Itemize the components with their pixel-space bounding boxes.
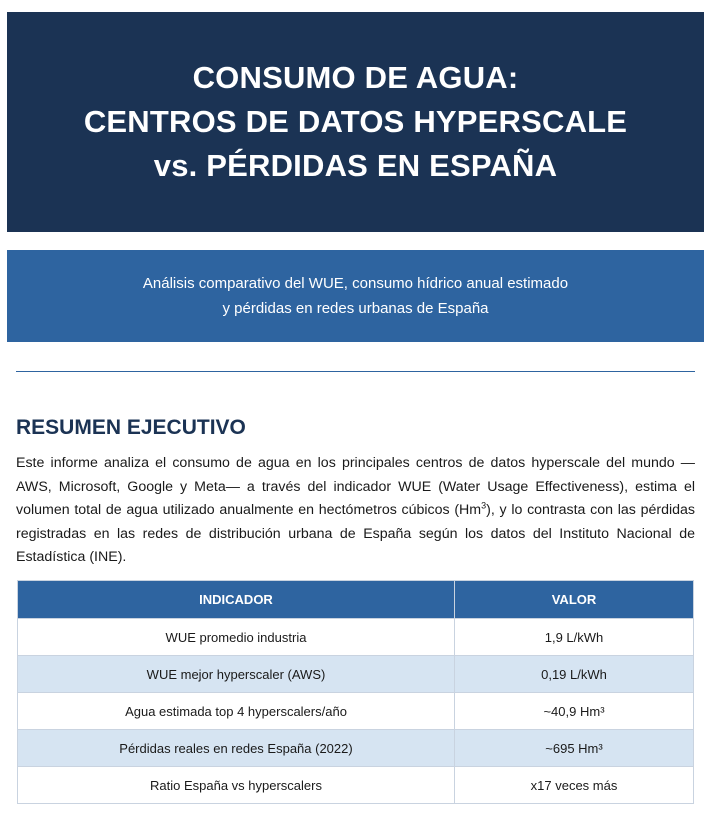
title-line-1: CONSUMO DE AGUA: xyxy=(192,60,519,95)
cell-indicator: Agua estimada top 4 hyperscalers/año xyxy=(18,693,455,730)
cell-value: 1,9 L/kWh xyxy=(455,619,694,656)
subtitle-line-2: y pérdidas en redes urbanas de España xyxy=(222,300,489,317)
summary-paragraph xyxy=(16,452,695,570)
cell-value: ~40,9 Hm³ xyxy=(455,693,694,730)
cell-indicator: Pérdidas reales en redes España (2022) xyxy=(18,730,455,767)
subtitle-line-1: Análisis comparativo del WUE, consumo hídrico anual estimado xyxy=(142,275,569,292)
table-row xyxy=(18,656,694,693)
summary-text-2: ), y lo contrasta con las pérdidas registradas en las redes de distribución urbana de España según los datos del Instituto Nacional de Estadística (INE). xyxy=(16,502,695,565)
table-header-row xyxy=(18,581,694,619)
cell-indicator: WUE promedio industria xyxy=(18,619,455,656)
title-banner xyxy=(7,12,704,232)
subtitle-banner xyxy=(7,250,704,342)
cell-value: 0,19 L/kWh xyxy=(455,656,694,693)
title-line-3: vs. PÉRDIDAS EN ESPAÑA xyxy=(153,148,558,183)
summary-text-1: Este informe analiza el consumo de agua en los principales centros de datos hyperscale del mundo —AWS, Microsoft, Google y Meta— a través del indicador WUE (Water Usage Effectiveness), estima el volumen total de agua utilizado anualmente en hectómetros cúbicos (Hm xyxy=(16,455,695,518)
header-value: VALOR xyxy=(455,581,694,619)
cell-value: x17 veces más xyxy=(455,767,694,804)
header-indicator: INDICADOR xyxy=(18,581,455,619)
table-row xyxy=(18,619,694,656)
section-divider xyxy=(16,371,695,372)
summary-superscript: 3 xyxy=(481,500,487,511)
cell-indicator: WUE mejor hyperscaler (AWS) xyxy=(18,656,455,693)
table-row xyxy=(18,730,694,767)
section-heading: RESUMEN EJECUTIVO xyxy=(16,416,246,439)
table-row xyxy=(18,693,694,730)
title-line-2: CENTROS DE DATOS HYPERSCALE xyxy=(83,104,628,139)
indicator-table xyxy=(17,580,694,804)
cell-value: ~695 Hm³ xyxy=(455,730,694,767)
table-row xyxy=(18,767,694,804)
cell-indicator: Ratio España vs hyperscalers xyxy=(18,767,455,804)
